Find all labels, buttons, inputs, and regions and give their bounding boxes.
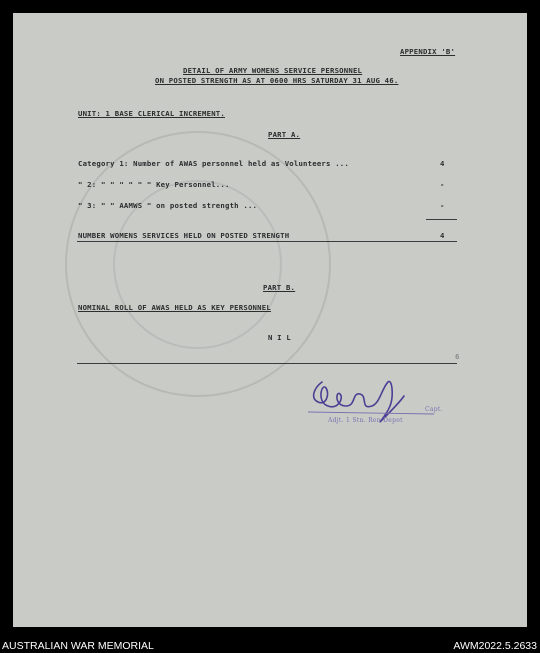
document-page xyxy=(13,13,527,627)
total-rule xyxy=(77,241,457,242)
nil-value: N I L xyxy=(268,333,291,342)
category-row-2-value: - xyxy=(440,180,445,189)
signature-title: Adjt. 1 Stn. Ren Depot xyxy=(328,417,403,424)
category-row-2-label: " 2: " " " " " " Key Personnel... xyxy=(78,180,230,189)
nominal-roll-rule xyxy=(77,363,457,364)
title-line-1: DETAIL OF ARMY WOMENS SERVICE PERSONNEL xyxy=(183,66,363,75)
signature-rank: Capt. xyxy=(425,406,443,413)
category-row-1-value: 4 xyxy=(440,159,445,168)
footer-accession-number: AWM2022.5.2633 xyxy=(453,640,537,652)
unit-line: UNIT: 1 BASE CLERICAL INCREMENT. xyxy=(78,109,225,118)
subtotal-rule xyxy=(426,219,457,220)
total-value: 4 xyxy=(440,231,445,240)
nominal-roll-title: NOMINAL ROLL OF AWAS HELD AS KEY PERSONNEL xyxy=(78,303,271,312)
title-line-2: ON POSTED STRENGTH AS AT 0600 HRS SATURDAY 31 AUG 46. xyxy=(155,76,399,85)
total-label: NUMBER WOMENS SERVICES HELD ON POSTED STRENGTH xyxy=(78,231,290,240)
part-b-heading: PART B. xyxy=(263,283,296,292)
handwritten-signature xyxy=(300,376,450,434)
part-a-heading: PART A. xyxy=(268,130,301,139)
category-row-3-value: - xyxy=(440,201,445,210)
category-row-1-label: Category 1: Number of AWAS personnel held as Volunteers ... xyxy=(78,159,349,168)
category-row-3-label: " 3: " " AAMWS " on posted strength ... xyxy=(78,201,258,210)
appendix-label: APPENDIX 'B' xyxy=(400,47,456,56)
margin-mark: 6 xyxy=(455,352,460,361)
footer-institution: AUSTRALIAN WAR MEMORIAL xyxy=(2,640,154,652)
